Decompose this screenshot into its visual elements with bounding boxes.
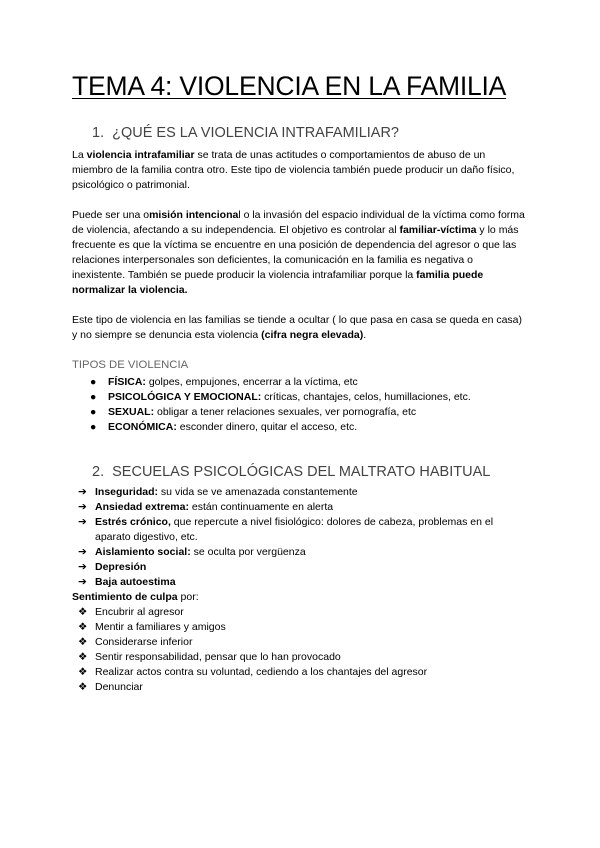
arrow-right-icon: ➔ [78,576,87,588]
item-text: obligar a tener relaciones sexuales, ver pornografía, etc [154,406,417,418]
text-run: La [72,149,87,161]
bullet-icon: ● [90,376,97,388]
list-item [78,485,528,500]
guilt-heading [72,590,528,605]
bold-run: (cifra negra elevada) [261,329,364,341]
section-1-heading-text: ¿QUÉ ES LA VIOLENCIA INTRAFAMILIAR? [112,125,399,141]
arrow-right-icon: ➔ [78,501,87,513]
guilt-list [72,605,528,695]
list-item [78,575,528,590]
item-text: que repercute a nivel fisiológico: dolores de cabeza, problemas en el aparato digestivo, etc. [95,516,494,543]
list-item [90,375,528,390]
diamond-bullet-icon: ❖ [78,666,88,678]
item-text: esconder dinero, quitar el acceso, etc. [176,421,358,433]
item-text: golpes, empujones, encerrar a la víctima, etc [145,376,358,388]
arrow-right-icon: ➔ [78,516,87,528]
diamond-bullet-icon: ❖ [78,651,88,663]
diamond-bullet-icon: ❖ [78,606,88,618]
section-2-number: 2. [92,464,105,480]
sequelae-list [72,485,528,590]
bullet-icon: ● [90,421,97,433]
list-item [78,620,528,635]
item-text: críticas, chantajes, celos, humillaciones, etc. [261,391,471,403]
section-2-heading-text: SECUELAS PSICOLÓGICAS DEL MALTRATO HABITUAL [112,464,491,480]
bold-run: violencia intrafamiliar [86,149,195,161]
diamond-bullet-icon: ❖ [78,681,88,693]
item-text: Denunciar [95,681,143,693]
list-item [78,680,528,695]
bullet-icon: ● [90,391,97,403]
list-item [78,560,528,575]
list-item [78,500,528,515]
section-1-heading [72,124,528,142]
item-label: Depresión [95,561,147,573]
list-item [78,635,528,650]
text-run: . [363,329,367,341]
list-item [90,420,528,435]
paragraph-definition [72,148,528,193]
item-label: PSICOLÓGICA Y EMOCIONAL: [108,391,262,403]
list-item [90,405,528,420]
item-text: Realizar actos contra su voluntad, cediendo a los chantajes del agresor [95,666,428,678]
item-text: Mentir a familiares y amigos [95,621,226,633]
text-run: se trata de unas actitudes o comportamientos de abuso de un miembro de la familia contra otro. Este tipo de violencia también puede producir un daño físico, psicológico o patrimonial. [72,149,515,191]
item-label: Inseguridad: [95,486,159,498]
page-title: TEMA 4: VIOLENCIA EN LA FAMILIA [72,71,507,101]
item-label: Ansiedad extrema: [95,501,189,513]
item-text: su vida se ve amenazada constantemente [158,486,358,498]
item-text: se oculta por vergüenza [190,546,306,558]
arrow-right-icon: ➔ [78,561,87,573]
item-text: Sentir responsabilidad, pensar que lo han provocado [95,651,341,663]
types-subheading: TIPOS DE VIOLENCIA [72,359,189,371]
list-item [78,665,528,680]
list-item [78,605,528,620]
text-run: l o la invasión del espacio individual de la víctima como forma de violencia, afectando a su independencia. El objetivo es controlar al [72,209,525,236]
bold-run: Sentimiento de culpa [72,591,178,603]
paragraph-forms [72,208,528,298]
violence-types-list [72,375,528,435]
list-item [90,390,528,405]
item-label: Aislamiento social: [95,546,191,558]
list-item [78,515,528,545]
section-2-heading [72,463,528,481]
list-item [78,545,528,560]
item-label: ECONÓMICA: [108,421,177,433]
text-run: Este tipo de violencia en las familias se tiende a ocultar ( lo que pasa en casa se queda en casa) y no siempre se denuncia esta violencia [72,314,523,341]
bold-run: misión intenciona [149,209,239,221]
paragraph-hidden [72,313,528,343]
text-run: y lo más frecuente es que la víctima se encuentre en una posición de dependencia del agresor o que las relaciones interpersonales son deficientes, la comunicación en la familia es negativa o inexistente. También se puede producir la violencia intrafamiliar porque la [72,224,519,281]
bullet-icon: ● [90,406,97,418]
item-label: FÍSICA: [108,376,146,388]
item-label: SEXUAL: [108,406,155,418]
item-label: Estrés crónico, [95,516,171,528]
bold-run: familia puede normalizar la violencia. [72,269,484,296]
arrow-right-icon: ➔ [78,486,87,498]
diamond-bullet-icon: ❖ [78,636,88,648]
bold-run: familiar-víctima [399,224,477,236]
text-run: por: [177,591,199,603]
arrow-right-icon: ➔ [78,546,87,558]
text-run: Puede ser una o [72,209,150,221]
section-1-number: 1. [92,125,105,141]
list-item [78,650,528,665]
item-label: Baja autoestima [95,576,176,588]
item-text: están continuamente en alerta [188,501,334,513]
item-text: Considerarse inferior [95,636,193,648]
item-text: Encubrir al agresor [95,606,184,618]
diamond-bullet-icon: ❖ [78,621,88,633]
